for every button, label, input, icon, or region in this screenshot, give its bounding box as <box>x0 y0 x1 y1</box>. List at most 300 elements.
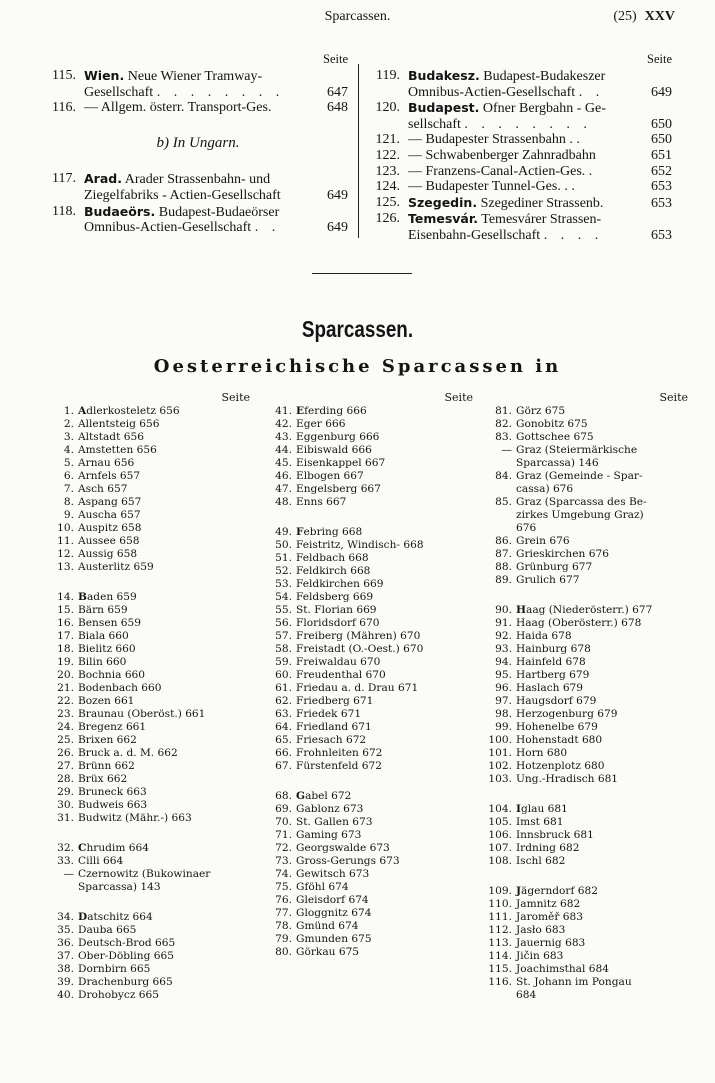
entry-place: Temesvár. <box>408 211 479 227</box>
group-gap <box>478 587 688 604</box>
entry-number: 44. <box>275 444 292 456</box>
index-column-2 <box>258 391 473 959</box>
entry-text: Engelsberg 667 <box>296 483 381 495</box>
list-item <box>40 630 250 643</box>
list-item <box>478 431 688 444</box>
entry-text: Enns 667 <box>296 496 347 508</box>
entry-text: Hainfeld 678 <box>516 656 586 668</box>
list-item <box>40 976 250 989</box>
entry-text: Friedau a. d. Drau 671 <box>296 682 419 694</box>
list-item <box>478 885 688 898</box>
list-item <box>258 842 473 855</box>
entry-text: Haida 678 <box>516 630 572 642</box>
entry-text: Eisenkappel 667 <box>296 457 386 469</box>
entry-text: Deutsch-Brod 665 <box>78 937 176 949</box>
entry-number: 96. <box>495 682 512 694</box>
entry-number: 36. <box>57 937 74 949</box>
entry-number: 64. <box>275 721 292 733</box>
entry-number: 10. <box>57 522 74 534</box>
entry-desc: Budapest-Budaeörser <box>158 204 280 220</box>
entry-text: Dornbirn 665 <box>78 963 151 975</box>
entry-text: Haag (Oberösterr.) 678 <box>516 617 642 629</box>
list-item <box>478 418 688 431</box>
initial-letter: C <box>78 842 87 854</box>
list-item <box>40 444 250 457</box>
entry-text: Imst 681 <box>516 816 564 828</box>
list-item <box>40 548 250 561</box>
entry-number: 72. <box>275 842 292 854</box>
group-gap <box>40 894 250 911</box>
index-column-3 <box>478 391 688 1002</box>
entry-number: 7. <box>63 483 74 495</box>
entry-line <box>408 117 638 133</box>
entry-item <box>372 100 672 132</box>
entry-number: 114. <box>488 950 512 962</box>
entry-text: Joachimsthal 684 <box>516 963 609 975</box>
entry-number: 110. <box>488 898 512 910</box>
entry-text: Gonobitz 675 <box>516 418 588 430</box>
entry-number: 89. <box>495 574 512 586</box>
entry-text <box>408 164 638 180</box>
list-item <box>40 747 250 760</box>
entry-number: 111. <box>488 911 512 923</box>
entry-number: 15. <box>57 604 74 616</box>
entry-number: 20. <box>57 669 74 681</box>
entry-number: 115. <box>488 963 512 975</box>
list-item <box>258 920 473 933</box>
entry-line <box>84 188 314 204</box>
entry-number: 28. <box>57 773 74 785</box>
entry-number: 5. <box>63 457 74 469</box>
list-item <box>478 734 688 747</box>
entry-text: ebring 668 <box>303 526 363 538</box>
entry-desc: Ofner Bergbahn - Ge- <box>482 101 606 117</box>
entry-number: 105. <box>488 816 512 828</box>
entry-text: Irdning 682 <box>516 842 580 854</box>
entry-number: 121. <box>375 132 400 148</box>
list-item <box>40 721 250 734</box>
entry-desc: — Franzens-Canal-Actien-Ges. . <box>408 163 593 179</box>
entry-number: 95. <box>495 669 512 681</box>
entry-text: Gloggnitz 674 <box>296 907 372 919</box>
entry-text: Eggenburg 666 <box>296 431 380 443</box>
subsection-heading: b) In Ungarn. <box>156 134 240 151</box>
list-item <box>258 669 473 682</box>
list-item <box>478 405 688 418</box>
list-item <box>478 842 688 855</box>
entry-text: Hainburg 678 <box>516 643 591 655</box>
entry-number: 46. <box>275 470 292 482</box>
list-item <box>478 911 688 924</box>
entry-text: Ung.-Hradisch 681 <box>516 773 619 785</box>
list-item <box>478 695 688 708</box>
entry-text: Altstadt 656 <box>78 431 144 443</box>
list-item <box>40 470 250 483</box>
list-item <box>258 695 473 708</box>
entry-number: 82. <box>495 418 512 430</box>
list-item <box>40 708 250 721</box>
entry-number: 99. <box>495 721 512 733</box>
initial-letter: B <box>78 591 87 603</box>
entry-number: 122. <box>375 147 400 163</box>
list-item <box>40 760 250 773</box>
list-item <box>40 989 250 1002</box>
entry-text <box>84 171 314 203</box>
dot-leader: . . . . . . . . <box>464 116 592 132</box>
entry-desc: Gesellschaft <box>84 84 154 100</box>
entry-text: Bruck a. d. M. 662 <box>78 747 178 759</box>
entry-text: Budwitz (Mähr.-) 663 <box>78 812 192 824</box>
entry-text: dlerkosteletz 656 <box>86 405 180 417</box>
list-item <box>40 617 250 630</box>
entry-desc: — Budapester Tunnel-Ges. . . <box>408 179 575 195</box>
list-item <box>40 483 250 496</box>
list-item <box>478 747 688 760</box>
list-item <box>478 708 688 721</box>
entry-number: 19. <box>57 656 74 668</box>
entry-text: Brüx 662 <box>78 773 128 785</box>
entry-text: Bensen 659 <box>78 617 141 629</box>
list-item <box>258 591 473 604</box>
entry-text: Freudenthal 670 <box>296 669 386 681</box>
entry-number: 106. <box>488 829 512 841</box>
list-item <box>478 470 688 483</box>
entry-desc: Budapest-Budakeszer <box>483 69 606 84</box>
entry-number: 63. <box>275 708 292 720</box>
entry-place: Wien. <box>84 68 125 83</box>
entry-desc: — Budapester Strassenbahn . . <box>408 132 580 148</box>
entry-line <box>408 132 638 148</box>
entry-page: 649 <box>327 220 348 236</box>
page-number: (25) <box>613 9 637 24</box>
entry-text: Bodenbach 660 <box>78 682 162 694</box>
list-item <box>258 604 473 617</box>
entry-text: Czernowitz (Bukowinaer <box>78 868 211 880</box>
list-item <box>40 496 250 509</box>
entry-number: 126. <box>375 211 400 227</box>
entry-number: 115. <box>52 68 76 83</box>
list-item <box>40 911 250 924</box>
list-item <box>478 643 688 656</box>
list-item <box>478 669 688 682</box>
entry-text: Herzogenburg 679 <box>516 708 618 720</box>
entry-page: 650 <box>651 116 672 132</box>
entry-number: 97. <box>495 695 512 707</box>
list-item <box>258 643 473 656</box>
entry-number: 112. <box>488 924 512 936</box>
list-item <box>258 868 473 881</box>
list-item <box>478 457 688 470</box>
entry-text: Frohnleiten 672 <box>296 747 383 759</box>
list-item <box>478 803 688 816</box>
entry-text: Eger 666 <box>296 418 346 430</box>
entry-number: 92. <box>495 630 512 642</box>
entry-number: 86. <box>495 535 512 547</box>
entry-number: 119. <box>376 68 400 83</box>
list-item <box>40 734 250 747</box>
list-item <box>40 799 250 812</box>
list-item <box>258 816 473 829</box>
seite-label: Seite <box>659 391 688 404</box>
entry-text: Gewitsch 673 <box>296 868 370 880</box>
roman-page-number: XXV <box>644 9 675 24</box>
entry-desc: Eisenbahn-Gesellschaft <box>408 227 541 243</box>
entry-number: 124. <box>375 179 400 195</box>
group-gap <box>478 786 688 803</box>
entry-line <box>408 211 638 228</box>
entry-text: Bochnia 660 <box>78 669 146 681</box>
list-item <box>478 483 688 496</box>
entry-number: 78. <box>275 920 292 932</box>
list-item <box>258 907 473 920</box>
entry-text <box>408 179 638 195</box>
top-left-column <box>48 52 348 236</box>
entry-text: Feldsberg 669 <box>296 591 374 603</box>
entry-text: St. Florian 669 <box>296 604 377 616</box>
list-item <box>258 682 473 695</box>
entry-text: Eibiswald 666 <box>296 444 372 456</box>
entry-desc: sellschaft <box>408 116 461 132</box>
entry-page: 650 <box>651 132 672 148</box>
entry-text: Haslach 679 <box>516 682 584 694</box>
list-item <box>40 591 250 604</box>
entry-page: 647 <box>327 84 348 100</box>
entry-number: 107. <box>488 842 512 854</box>
entry-desc: Omnibus-Actien-Gesellschaft <box>84 220 252 236</box>
entry-number: 102. <box>488 760 512 772</box>
list-item <box>478 816 688 829</box>
entry-text: Innsbruck 681 <box>516 829 594 841</box>
entry-text: Auspitz 658 <box>78 522 142 534</box>
entry-text: Drachenburg 665 <box>78 976 173 988</box>
entry-text: Bozen 661 <box>78 695 135 707</box>
entry-number: 57. <box>275 630 292 642</box>
entry-text: hrudim 664 <box>86 842 149 854</box>
entry-text: Ober-Döbling 665 <box>78 950 175 962</box>
entry-text: Austerlitz 659 <box>78 561 154 573</box>
list-item <box>258 803 473 816</box>
list-item <box>478 535 688 548</box>
list-item <box>258 894 473 907</box>
entry-number: 23. <box>57 708 74 720</box>
entry-item <box>48 171 348 203</box>
top-right-column <box>372 52 672 244</box>
entry-number: 87. <box>495 548 512 560</box>
list-item <box>258 946 473 959</box>
entry-text: Grulich 677 <box>516 574 580 586</box>
list-item <box>40 773 250 786</box>
entry-number: 8. <box>63 496 74 508</box>
entry-page: 648 <box>327 100 348 116</box>
entry-number: 6. <box>63 470 74 482</box>
entry-text: Dauba 665 <box>78 924 137 936</box>
entry-page: 652 <box>651 163 672 179</box>
entry-number: 12. <box>57 548 74 560</box>
list-item <box>478 561 688 574</box>
group-gap <box>258 773 473 790</box>
list-item <box>478 509 688 522</box>
entry-text: Budweis 663 <box>78 799 148 811</box>
entry-text: Bilin 660 <box>78 656 127 668</box>
entry-number: 76. <box>275 894 292 906</box>
list-item <box>478 989 688 1002</box>
group-gap <box>40 825 250 842</box>
list-item <box>478 760 688 773</box>
entry-number: 116. <box>52 100 76 116</box>
entry-number: 54. <box>275 591 292 603</box>
entry-page: 653 <box>651 227 672 243</box>
entry-number: 4. <box>63 444 74 456</box>
list-item <box>258 708 473 721</box>
section-subtitle: Oesterreichische Sparcassen in <box>153 356 562 377</box>
list-item <box>478 604 688 617</box>
entry-number: 11. <box>57 535 74 547</box>
entry-text: Feldkirchen 669 <box>296 578 384 590</box>
entry-line <box>84 220 314 236</box>
list-item <box>40 457 250 470</box>
entry-text: Bregenz 661 <box>78 721 147 733</box>
entry-number: 51. <box>275 552 292 564</box>
entry-number: 79. <box>275 933 292 945</box>
list-item <box>40 669 250 682</box>
entry-text: Haugsdorf 679 <box>516 695 597 707</box>
entry-page: 653 <box>651 195 672 211</box>
list-item <box>478 574 688 587</box>
list-item <box>258 790 473 803</box>
list-item <box>478 444 688 457</box>
entry-number: 71. <box>275 829 292 841</box>
entry-number: 59. <box>275 656 292 668</box>
entry-text: Friedek 671 <box>296 708 362 720</box>
entry-number: 22. <box>57 695 74 707</box>
entry-number: 56. <box>275 617 292 629</box>
list-item <box>40 535 250 548</box>
dot-leader: . . . . <box>543 227 604 243</box>
entry-text: Ischl 682 <box>516 855 566 867</box>
entry-number: 75. <box>275 881 292 893</box>
list-item <box>258 431 473 444</box>
entry-text: Gmunden 675 <box>296 933 372 945</box>
entry-text: Hohenstadt 680 <box>516 734 603 746</box>
entry-text: Arnfels 657 <box>78 470 141 482</box>
entry-place: Budapest. <box>408 100 480 116</box>
entry-number: 90. <box>495 604 512 616</box>
list-item <box>478 924 688 937</box>
entry-text: Amstetten 656 <box>78 444 157 456</box>
entry-number: 37. <box>57 950 74 962</box>
seite-label: Seite <box>221 391 250 404</box>
entry-text: Hotzenplotz 680 <box>516 760 605 772</box>
entry-line <box>84 85 314 101</box>
entry-number: 27. <box>57 760 74 772</box>
entry-number: 61. <box>275 682 292 694</box>
entry-text <box>84 204 314 236</box>
entry-text: Brixen 662 <box>78 734 137 746</box>
entry-text: zirkes Umgebung Graz) <box>516 509 644 521</box>
entry-text: Auscha 657 <box>78 509 141 521</box>
entry-number: 113. <box>488 937 512 949</box>
entry-number: 16. <box>57 617 74 629</box>
entry-desc: Neue Wiener Tramway- <box>127 69 263 84</box>
entry-text: Gablonz 673 <box>296 803 364 815</box>
group-gap <box>478 868 688 885</box>
entry-text <box>408 132 638 148</box>
entry-number: 65. <box>275 734 292 746</box>
entry-number: 18. <box>57 643 74 655</box>
entry-number: 50. <box>275 539 292 551</box>
entry-text: aden 659 <box>86 591 137 603</box>
entry-text: Graz (Steiermärkische <box>516 444 638 456</box>
entry-text: Grünburg 677 <box>516 561 593 573</box>
entry-desc: Temesvárer Strassen- <box>481 212 602 228</box>
entry-number: 48. <box>275 496 292 508</box>
running-header-page <box>613 9 675 25</box>
list-item <box>40 656 250 669</box>
entry-text: Hartberg 679 <box>516 669 590 681</box>
entry-number: 31. <box>57 812 74 824</box>
entry-number: 108. <box>488 855 512 867</box>
entry-text: Jauernig 683 <box>516 937 586 949</box>
list-item <box>478 963 688 976</box>
list-item <box>40 812 250 825</box>
entry-desc: Arader Strassenbahn- und <box>124 172 271 188</box>
entry-number: 69. <box>275 803 292 815</box>
list-item <box>258 565 473 578</box>
list-item <box>40 405 250 418</box>
entry-number: 41. <box>275 405 292 417</box>
entry-number: 13. <box>57 561 74 573</box>
entry-number: 109. <box>488 885 512 897</box>
entry-text: Feldbach 668 <box>296 552 369 564</box>
entry-number: 66. <box>275 747 292 759</box>
entry-text: Horn 680 <box>516 747 568 759</box>
initial-letter: J <box>516 885 522 897</box>
entry-text: Feldkirch 668 <box>296 565 371 577</box>
entry-text: Arnau 656 <box>78 457 135 469</box>
seite-label: Seite <box>647 52 672 66</box>
list-item <box>258 444 473 457</box>
entry-text: cassa) 676 <box>516 483 574 495</box>
entry-text: Graz (Sparcassa des Be- <box>516 496 647 508</box>
entry-text: Aussee 658 <box>78 535 140 547</box>
entry-item <box>372 211 672 243</box>
list-item <box>478 937 688 950</box>
entry-item <box>372 164 672 180</box>
entry-number: 45. <box>275 457 292 469</box>
list-item <box>40 963 250 976</box>
list-item <box>478 630 688 643</box>
entry-number: 70. <box>275 816 292 828</box>
list-item <box>40 950 250 963</box>
entry-number: 100. <box>488 734 512 746</box>
entry-text: Gföhl 674 <box>296 881 349 893</box>
entry-number: 29. <box>57 786 74 798</box>
entry-number: 118. <box>52 203 76 219</box>
entry-text: ferding 666 <box>304 405 367 417</box>
entry-item <box>372 179 672 195</box>
entry-number: 24. <box>57 721 74 733</box>
list-item <box>478 496 688 509</box>
entry-number: 68. <box>275 790 292 802</box>
list-item <box>258 933 473 946</box>
entry-number: 39. <box>57 976 74 988</box>
entry-text: Brünn 662 <box>78 760 135 772</box>
entry-item <box>372 195 672 212</box>
entry-desc: Ziegelfabriks - Actien-Gesellschaft <box>84 187 281 203</box>
entry-text: Gleisdorf 674 <box>296 894 369 906</box>
entry-number: 32. <box>57 842 74 854</box>
list-item <box>40 561 250 574</box>
